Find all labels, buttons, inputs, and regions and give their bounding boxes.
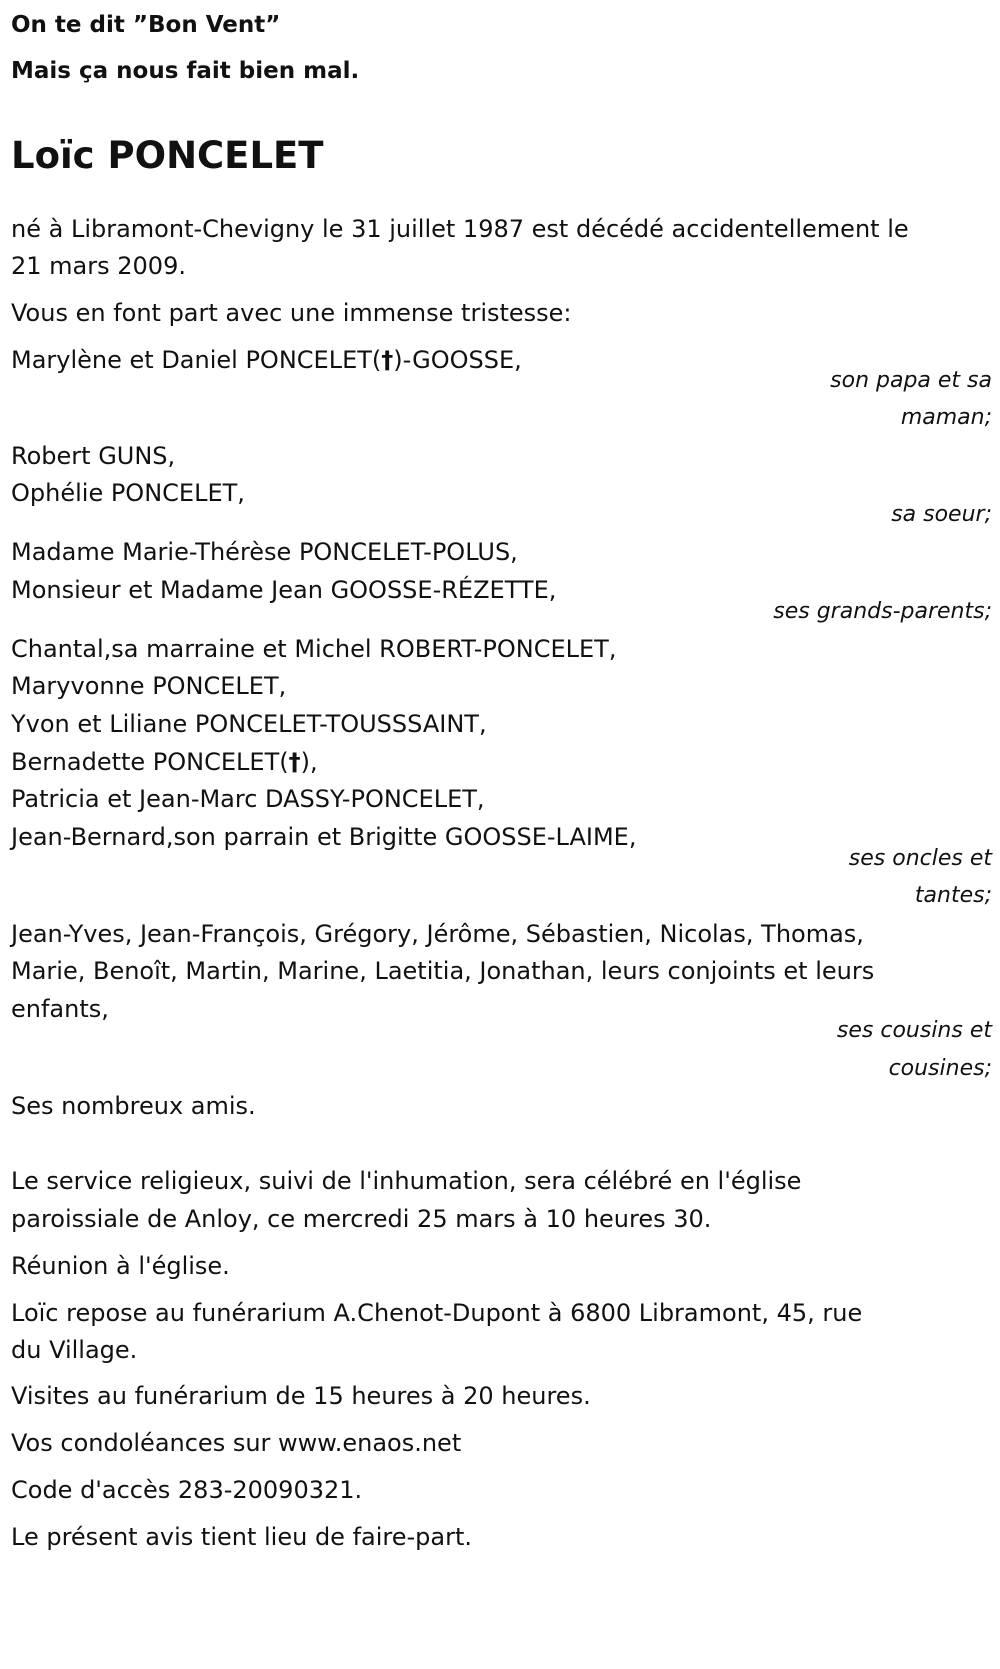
service-line-1: Le service religieux, suivi de l'inhumation, sera célébré en l'église	[11, 1167, 802, 1195]
uncles-line-3: Yvon et Liliane PONCELET-TOUSSSAINT,	[11, 710, 487, 738]
rest-line-1: Loïc repose au funérarium A.Chenot-Dupont à 6800 Libramont, 45, rue	[11, 1299, 863, 1327]
cousins-line-1: Jean-Yves, Jean-François, Grégory, Jérôme, Sébastien, Nicolas, Thomas,	[11, 920, 864, 948]
parents-names: Marylène et Daniel PONCELET(†)-GOOSSE,	[11, 346, 522, 374]
epigraph-line-1: On te dit ”Bon Vent”	[11, 12, 281, 38]
relation-parents-2: maman;	[900, 405, 992, 430]
relation-grandparents: ses grands-parents;	[773, 599, 992, 624]
relation-parents-1: son papa et sa	[830, 368, 992, 393]
uncles-line-5: Patricia et Jean-Marc DASSY-PONCELET,	[11, 785, 485, 813]
cousins-line-2: Marie, Benoît, Martin, Marine, Laetitia, Jonathan, leurs conjoints et leurs	[11, 957, 875, 985]
grandparents-line-1: Madame Marie-Thérèse PONCELET-POLUS,	[11, 538, 518, 566]
cousins-line-3: enfants,	[11, 995, 109, 1023]
closing-line: Le présent avis tient lieu de faire-part.	[11, 1523, 473, 1551]
grandparents-line-2: Monsieur et Madame Jean GOOSSE-RÉZETTE,	[11, 576, 557, 604]
announce-line: Vous en font part avec une immense tristesse:	[11, 299, 572, 327]
cross-icon: †	[381, 346, 394, 374]
service-line-2: paroissiale de Anloy, ce mercredi 25 mars à 10 heures 30.	[11, 1205, 712, 1233]
relation-sister: sa soeur;	[891, 502, 992, 527]
condolences-line: Vos condoléances sur www.enaos.net	[11, 1429, 462, 1457]
uncles-line-2: Maryvonne PONCELET,	[11, 672, 287, 700]
rest-line-2: du Village.	[11, 1336, 138, 1364]
sister-line-1: Robert GUNS,	[11, 442, 176, 470]
intro-line-2: 21 mars 2009.	[11, 252, 186, 280]
cross-icon: †	[288, 748, 301, 776]
epigraph-line-2: Mais ça nous fait bien mal.	[11, 58, 360, 84]
access-code-line: Code d'accès 283-20090321.	[11, 1476, 363, 1504]
relation-cousins-2: cousines;	[888, 1056, 992, 1081]
relation-uncles-1: ses oncles et	[848, 846, 992, 871]
relation-cousins-1: ses cousins et	[836, 1018, 992, 1043]
uncles-line-6: Jean-Bernard,son parrain et Brigitte GOOSSE-LAIME,	[11, 823, 637, 851]
visits-line: Visites au funérarium de 15 heures à 20 heures.	[11, 1382, 591, 1410]
friends-line: Ses nombreux amis.	[11, 1092, 256, 1120]
uncles-line-1: Chantal,sa marraine et Michel ROBERT-PONCELET,	[11, 635, 617, 663]
uncles-line-4: Bernadette PONCELET(†),	[11, 748, 318, 776]
deceased-name: Loïc PONCELET	[11, 134, 324, 177]
relation-uncles-2: tantes;	[914, 883, 992, 908]
sister-line-2: Ophélie PONCELET,	[11, 479, 245, 507]
meeting-line: Réunion à l'église.	[11, 1252, 230, 1280]
intro-line-1: né à Libramont-Chevigny le 31 juillet 1987 est décédé accidentellement le	[11, 215, 909, 243]
